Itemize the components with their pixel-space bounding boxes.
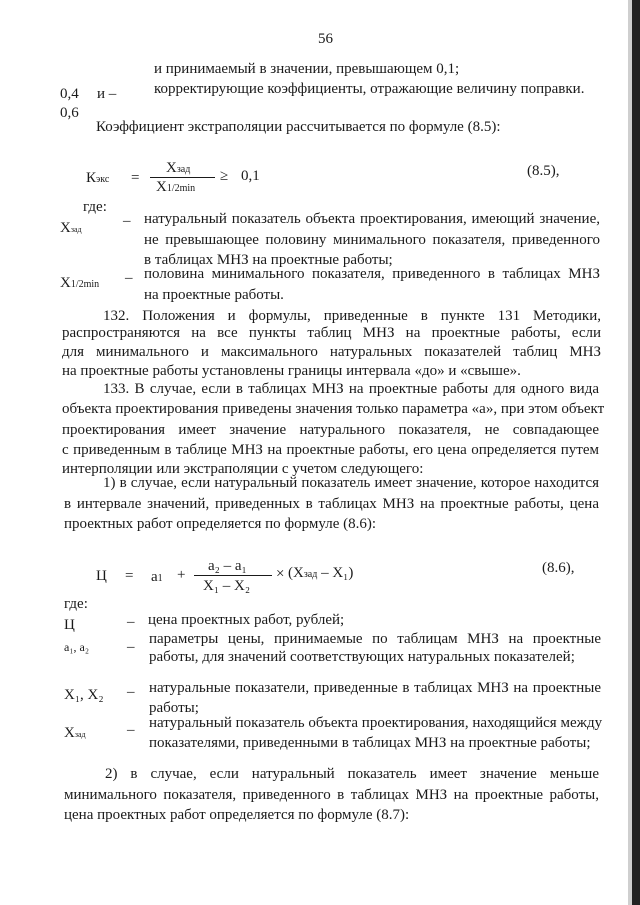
def-x12-symbol: Х₁, Х₂ — [64, 687, 104, 703]
def-x12-line-2: работы; — [149, 700, 199, 716]
formula-85-number: (8.5), — [527, 163, 560, 179]
def-price-line-1: цена проектных работ, рублей; — [148, 612, 345, 628]
coef-description: корректирующие коэффициенты, отражающие величину поправки. — [154, 81, 585, 97]
para-132-line-4: на проектные работы установлены границы интервала «до» и «свыше». — [62, 363, 521, 379]
def-price-dash: – — [127, 614, 135, 630]
item-2-line-2: минимального показателя, приведенного в таблицах МНЗ на проектные работы, — [64, 787, 599, 803]
def-x-zad-line-1: натуральный показатель объекта проектирования, имеющий значение, — [144, 211, 600, 227]
page-number: 56 — [318, 31, 333, 47]
formula-85-numerator: Хзад — [166, 160, 191, 176]
intro-line-1: и принимаемый в значении, превышающем 0,1; — [154, 61, 460, 77]
where-label-1: где: — [83, 199, 107, 215]
formula-86-eq: = — [125, 568, 134, 584]
def-a-params-symbol: a₁, a₂ — [64, 640, 90, 654]
item-2-line-1: 2) в случае, если натуральный показатель имеет значение меньше — [105, 766, 599, 782]
para-133-line-4: с приведенным в таблице МНЗ на проектные работы, его цена определяется путем — [62, 442, 599, 458]
formula-86-fraction-bar — [194, 575, 272, 576]
def-a-params-line-1: параметры цены, принимаемые по таблицам МНЗ на проектные — [149, 631, 601, 647]
def-x-zad-dash: – — [123, 213, 131, 229]
formula-85-fraction-bar — [150, 177, 215, 178]
para-133-line-3: проектирования имеет значение натурального показателя, не совпадающее — [62, 422, 599, 438]
def-x-zad-symbol: Хзад — [60, 220, 82, 236]
formula-85-lhs: Кэкс — [86, 170, 110, 186]
formula-85-eq: = — [131, 170, 140, 186]
def-x-zad-2-line-2: показателями, приведенными в таблицах МНЗ на проектные работы; — [149, 735, 591, 751]
item-1-line-2: в интервале значений, приведенных в таблицах МНЗ на проектные работы, цена — [64, 496, 599, 512]
def-a-params-dash: – — [127, 639, 135, 655]
formula-86-numerator: a₂ – a₁ — [208, 558, 247, 574]
def-x-zad-line-2: не превышающее половину минимального показателя, приведенного — [144, 232, 600, 248]
def-x-half-min-symbol: Х1/2min — [60, 275, 100, 291]
def-x-zad-line-3: в таблицах МНЗ на проектные работы; — [144, 252, 393, 268]
def-x12-dash: – — [127, 684, 135, 700]
def-x-half-min-line-1: половина минимального показателя, приведенного в таблицах МНЗ — [144, 266, 600, 282]
formula-86-plus: + — [177, 567, 186, 583]
formula-85-denominator: Х1/2min — [156, 179, 196, 195]
coef-and: и – — [97, 86, 117, 102]
formula-86-times: × — [276, 566, 285, 582]
def-x-half-min-line-2: на проектные работы. — [144, 287, 284, 303]
formula-85-value: 0,1 — [241, 168, 260, 184]
where-label-2: где: — [64, 596, 88, 612]
item-1-line-3: проектных работ определяется по формуле (8.6): — [64, 516, 377, 532]
def-x-zad-2-line-1: натуральный показатель объекта проектирования, находящийся между — [149, 715, 603, 731]
para-132-line-1: 132. Положения и формулы, приведенные в пункте 131 Методики, — [103, 308, 601, 324]
para-133-line-1: 133. В случае, если в таблицах МНЗ на проектные работы для одного вида — [103, 381, 599, 397]
para-133-line-2: объекта проектирования приведены значения только параметра «а», при этом объект — [62, 401, 605, 417]
formula-86-a1: a1 — [151, 569, 163, 585]
coef-06: 0,6 — [60, 105, 79, 121]
formula-85-intro: Коэффициент экстраполяции рассчитывается по формуле (8.5): — [96, 119, 501, 135]
def-x-zad-2-dash: – — [127, 722, 135, 738]
formula-86-lhs: Ц — [96, 568, 107, 584]
para-133-line-5: интерполяции или экстраполяции с учетом следующего: — [62, 461, 424, 477]
def-x-half-min-dash: – — [125, 270, 133, 286]
item-2-line-3: цена проектных работ определяется по формуле (8.7): — [64, 807, 410, 823]
coef-04: 0,4 — [60, 86, 79, 102]
formula-86-number: (8.6), — [542, 560, 575, 576]
item-1-line-1: 1) в случае, если натуральный показатель имеет значение, которое находится — [103, 475, 599, 491]
formula-85-ge: ≥ — [220, 168, 229, 184]
def-a-params-line-2: работы, для значений соответствующих натуральных показателей; — [149, 649, 575, 665]
para-132-line-3: для минимального и максимального натуральных показателей таблиц МНЗ — [62, 344, 601, 360]
para-132-line-2: распространяются на все пункты таблиц МНЗ на проектные работы, если — [62, 325, 601, 341]
def-price-symbol: Ц — [64, 617, 75, 633]
scan-edge-border — [632, 0, 640, 905]
def-x-zad-2-symbol: Хзад — [64, 725, 86, 741]
def-x12-line-1: натуральные показатели, приведенные в таблицах МНЗ на проектные — [149, 680, 601, 696]
formula-86-paren: (Хзад – Х₁) — [288, 565, 354, 581]
formula-86-denominator: Х₁ – Х₂ — [203, 578, 251, 594]
